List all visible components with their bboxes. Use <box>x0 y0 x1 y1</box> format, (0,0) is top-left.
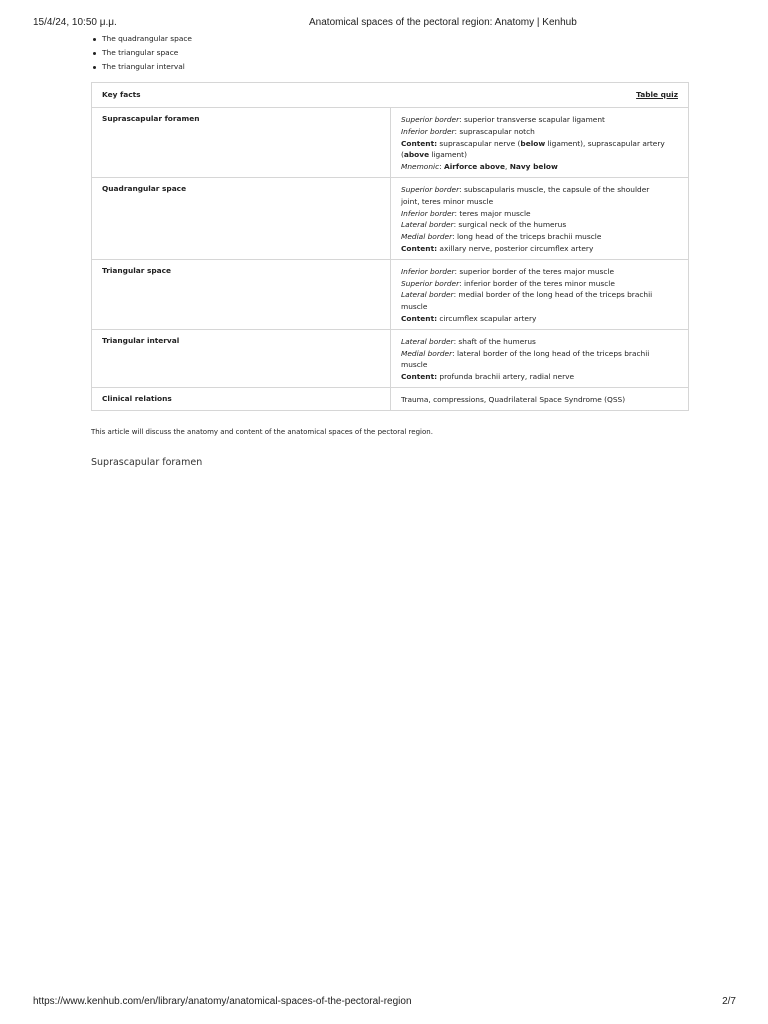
detail-emphasis: Content: <box>401 313 438 323</box>
detail-line <box>401 184 678 196</box>
detail-text: : inferior border of the teres minor muscle <box>459 278 615 288</box>
detail-line <box>401 208 678 220</box>
detail-text: : lateral border of the long head of the triceps brachii <box>452 348 650 358</box>
detail-text: : suprascapular notch <box>454 126 535 136</box>
detail-emphasis: Navy below <box>509 162 558 172</box>
detail-label: Medial border <box>401 232 453 242</box>
detail-emphasis: Airforce above <box>443 162 505 172</box>
detail-text: circumflex scapular artery <box>437 313 537 323</box>
list-item <box>91 60 192 74</box>
detail-label: Mnemonic <box>401 162 440 172</box>
row-details <box>391 108 688 177</box>
detail-line <box>401 243 678 255</box>
print-page-title: Anatomical spaces of the pectoral region: Anatomy | Kenhub <box>309 17 577 28</box>
detail-label: Lateral border <box>401 336 454 346</box>
detail-label: Inferior border <box>401 266 455 276</box>
detail-line <box>401 336 678 348</box>
detail-label: Superior border <box>401 278 460 288</box>
row-term: Quadrangular space <box>92 178 391 259</box>
detail-line <box>401 219 678 231</box>
key-facts-header <box>92 83 688 108</box>
list-item-text: The triangular space <box>102 48 179 57</box>
print-header <box>33 17 736 31</box>
detail-line <box>401 266 678 278</box>
row-term: Triangular interval <box>92 330 391 387</box>
intro-paragraph: This article will discuss the anatomy and content of the anatomical spaces of the pectoral region. <box>91 428 433 436</box>
table-row <box>92 330 688 388</box>
detail-label: Superior border <box>401 184 460 194</box>
section-heading: Suprascapular foramen <box>91 457 203 468</box>
bullet-dot-icon <box>93 52 96 55</box>
detail-text: : superior border of the teres major muscle <box>454 266 615 276</box>
detail-emphasis: below <box>520 138 546 148</box>
detail-label: Inferior border <box>401 208 455 218</box>
detail-text: : subscapularis muscle, the capsule of the shoulder <box>459 184 650 194</box>
detail-text: axillary nerve, posterior circumflex artery <box>437 243 594 253</box>
detail-line <box>401 278 678 290</box>
list-item <box>91 32 192 46</box>
detail-line <box>401 348 678 360</box>
key-facts-label: Key facts <box>102 90 141 99</box>
detail-line <box>401 196 678 208</box>
detail-text: suprascapular nerve ( <box>437 138 521 148</box>
table-row <box>92 260 688 330</box>
detail-text: muscle <box>401 360 428 370</box>
print-url: https://www.kenhub.com/en/library/anatomy/anatomical-spaces-of-the-pectoral-region <box>33 996 412 1007</box>
detail-text: joint, teres minor muscle <box>401 196 494 206</box>
detail-line <box>401 161 678 173</box>
detail-line <box>401 301 678 313</box>
detail-text: Trauma, compressions, Quadrilateral Space Syndrome (QSS) <box>401 394 626 404</box>
table-row <box>92 388 688 410</box>
detail-text: profunda brachii artery, radial nerve <box>437 372 575 382</box>
detail-line <box>401 231 678 243</box>
row-details <box>391 260 688 329</box>
bullet-dot-icon <box>93 66 96 69</box>
key-facts-table <box>91 82 689 411</box>
row-term: Suprascapular foramen <box>92 108 391 177</box>
detail-text: muscle <box>401 302 428 312</box>
bullet-dot-icon <box>93 38 96 41</box>
detail-label: Inferior border <box>401 126 455 136</box>
detail-label: Lateral border <box>401 220 454 230</box>
row-term: Clinical relations <box>92 388 391 410</box>
print-date: 15/4/24, 10:50 μ.μ. <box>33 17 117 28</box>
detail-text: : teres major muscle <box>454 208 531 218</box>
detail-text: : shaft of the humerus <box>453 336 536 346</box>
detail-line <box>401 289 678 301</box>
detail-line <box>401 313 678 325</box>
detail-text: ( <box>401 150 404 160</box>
row-details <box>391 178 688 259</box>
detail-emphasis: above <box>403 150 430 160</box>
list-item-text: The quadrangular space <box>102 34 192 43</box>
detail-label: Medial border <box>401 348 453 358</box>
detail-text: : medial border of the long head of the triceps brachii <box>453 290 653 300</box>
detail-text: , <box>504 162 510 172</box>
table-quiz-link[interactable]: Table quiz <box>636 90 678 99</box>
detail-line <box>401 371 678 383</box>
detail-line <box>401 114 678 126</box>
detail-line <box>401 149 678 161</box>
detail-line <box>401 138 678 150</box>
detail-emphasis: Content: <box>401 138 438 148</box>
row-details <box>391 388 688 410</box>
print-footer <box>33 996 736 1010</box>
key-facts-rows <box>92 108 688 410</box>
list-item-text: The triangular interval <box>102 62 185 71</box>
detail-text: : surgical neck of the humerus <box>453 220 567 230</box>
detail-line <box>401 359 678 371</box>
detail-text: : long head of the triceps brachii muscle <box>452 232 602 242</box>
detail-label: Lateral border <box>401 290 454 300</box>
detail-emphasis: Content: <box>401 372 438 382</box>
detail-label: Superior border <box>401 115 460 124</box>
detail-text: ligament), suprascapular artery <box>545 138 665 148</box>
detail-text: ligament) <box>429 150 467 160</box>
print-page-number: 2/7 <box>722 996 736 1007</box>
detail-line <box>401 126 678 138</box>
bullet-list <box>91 32 192 74</box>
row-term: Triangular space <box>92 260 391 329</box>
table-row <box>92 178 688 260</box>
detail-emphasis: Content: <box>401 243 438 253</box>
detail-text: : <box>439 162 444 172</box>
detail-text: : superior transverse scapular ligament <box>459 115 605 124</box>
list-item <box>91 46 192 60</box>
table-row <box>92 108 688 178</box>
detail-line <box>401 394 678 406</box>
row-details <box>391 330 688 387</box>
